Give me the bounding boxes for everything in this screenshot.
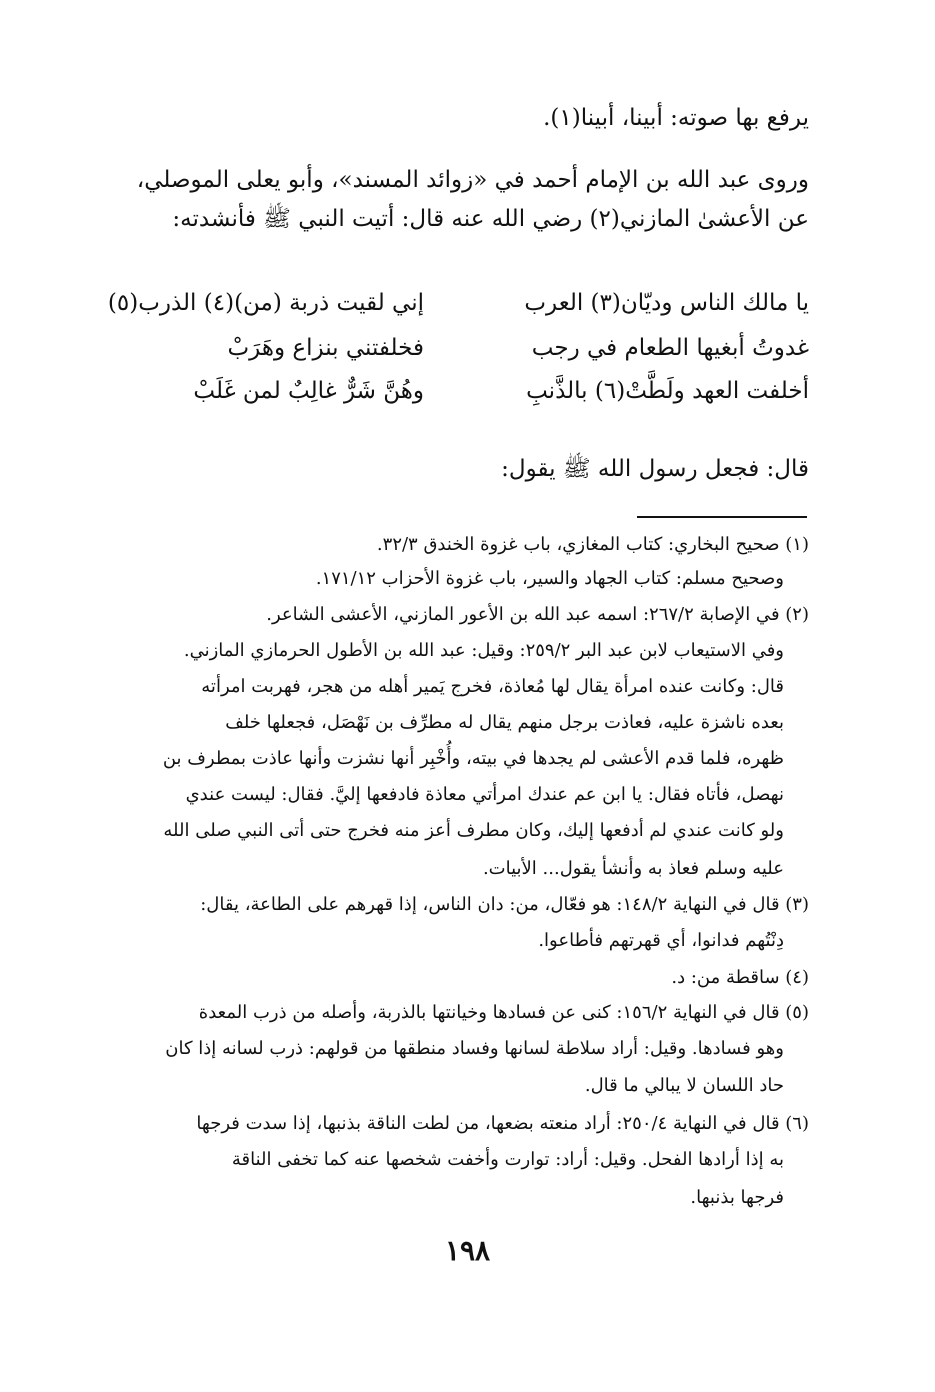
footnote-separator — [637, 516, 807, 518]
footnote-line: وهو فسادها. وقيل: أراد سلاطة لسانها وفساد منطقها من قولهم: ذرب لسانه إذا كان — [165, 1038, 784, 1059]
footnote-line: ولو كانت عندي لم أدفعها إليك، وكان مطرف أعز منه فخرج حتى أتى النبي صلى الله — [163, 820, 784, 841]
footnote-line: وفي الاستيعاب لابن عبد البر ٢٥٩/٢: وقيل: عبد الله بن الأطول الحرمازي المازني. — [183, 640, 784, 661]
footnote-line: نهصل، فأتاه فقال: يا ابن عم عندك امرأتي معاذة فادفعها إليَّ. فقال: ليست عندي — [185, 784, 784, 805]
footnote-line: دِنْتُهم فدانوا، أي قهرتهم فأطاعوا. — [538, 930, 784, 951]
closing-line: قال: فجعل رسول الله ﷺ يقول: — [501, 456, 809, 482]
poem-first-hemistich: غدوتُ أبغيها الطعام في رجب — [531, 335, 809, 361]
footnote-line: (٥) قال في النهاية ١٥٦/٢: كنى عن فسادها وخيانتها بالذربة، وأصله من ذرب المعدة — [198, 1002, 809, 1023]
footnote-line: وصحيح مسلم: كتاب الجهاد والسير، باب غزوة الأحزاب ١٧١/١٢. — [315, 568, 784, 589]
footnote-line: (٤) ساقطة من: د. — [671, 967, 809, 988]
poem-row — [109, 286, 809, 322]
footnote-line: بعده ناشزة عليه، فعاذت برجل منهم يقال له مطرِّف بن نَهْصَل، فجعلها خلف — [225, 712, 784, 733]
poem-row — [109, 374, 809, 410]
body-line: عن الأعشىٰ المازني(٢) رضي الله عنه قال: أتيت النبي ﷺ فأنشدته: — [172, 206, 809, 232]
poem-second-hemistich: فخلفتني بنزاع وهَرَبْ — [227, 335, 424, 361]
poem-first-hemistich: يا مالك الناس وديّان(٣) العرب — [524, 290, 809, 316]
footnote-line: (٣) قال في النهاية ١٤٨/٢: هو فعّال، من: دان الناس، إذا قهرهم على الطاعة، يقال: — [200, 894, 809, 915]
footnote-line: (٦) قال في النهاية ٢٥٠/٤: أراد منعته بضعها، من لطت الناقة بذنبها، إذا سدت فرجها — [196, 1113, 809, 1134]
body-line: يرفع بها صوته: أبينا، أبينا(١). — [543, 105, 809, 131]
poem-second-hemistich: إني لقيت ذربة (من)(٤) الذرب(٥) — [107, 290, 424, 316]
body-line: وروى عبد الله بن الإمام أحمد في «زوائد المسند»، وأبو يعلى الموصلي، — [136, 167, 809, 193]
footnote-line: حاد اللسان لا يبالي ما قال. — [584, 1075, 784, 1096]
poem-first-hemistich: أخلفت العهد ولَطَّتْ(٦) بالذَّنبِ — [526, 378, 809, 404]
footnote-line: عليه وسلم فعاذ به وأنشأ يقول... الأبيات. — [482, 858, 784, 879]
poem-second-hemistich: وهُنَّ شَرٌّ غالِبٌ لمن غَلَبْ — [193, 378, 424, 404]
page-number: ١٩٨ — [444, 1234, 491, 1267]
footnote-line: (٢) في الإصابة ٢٦٧/٢: اسمه عبد الله بن الأعور المازني، الأعشى الشاعر. — [266, 604, 809, 625]
footnote-line: فرجها بذنبها. — [690, 1187, 784, 1208]
footnote-line: قال: وكانت عنده امرأة يقال لها مُعاذة، فخرج يَمير أهله من هجر، فهربت امرأته — [201, 676, 784, 697]
poem-row — [109, 331, 809, 367]
footnote-line: (١) صحيح البخاري: كتاب المغازي، باب غزوة الخندق ٣٢/٣. — [376, 534, 809, 555]
footnote-line: ظهره، فلما قدم الأعشى لم يجدها في بيته، وأُخْبِر أنها نشزت وأنها عاذت بمطرف بن — [162, 748, 784, 769]
footnote-line: به إذا أرادها الفحل. وقيل: أراد: توارت وأخفت شخصها عنه كما تخفى الناقة — [231, 1149, 784, 1170]
